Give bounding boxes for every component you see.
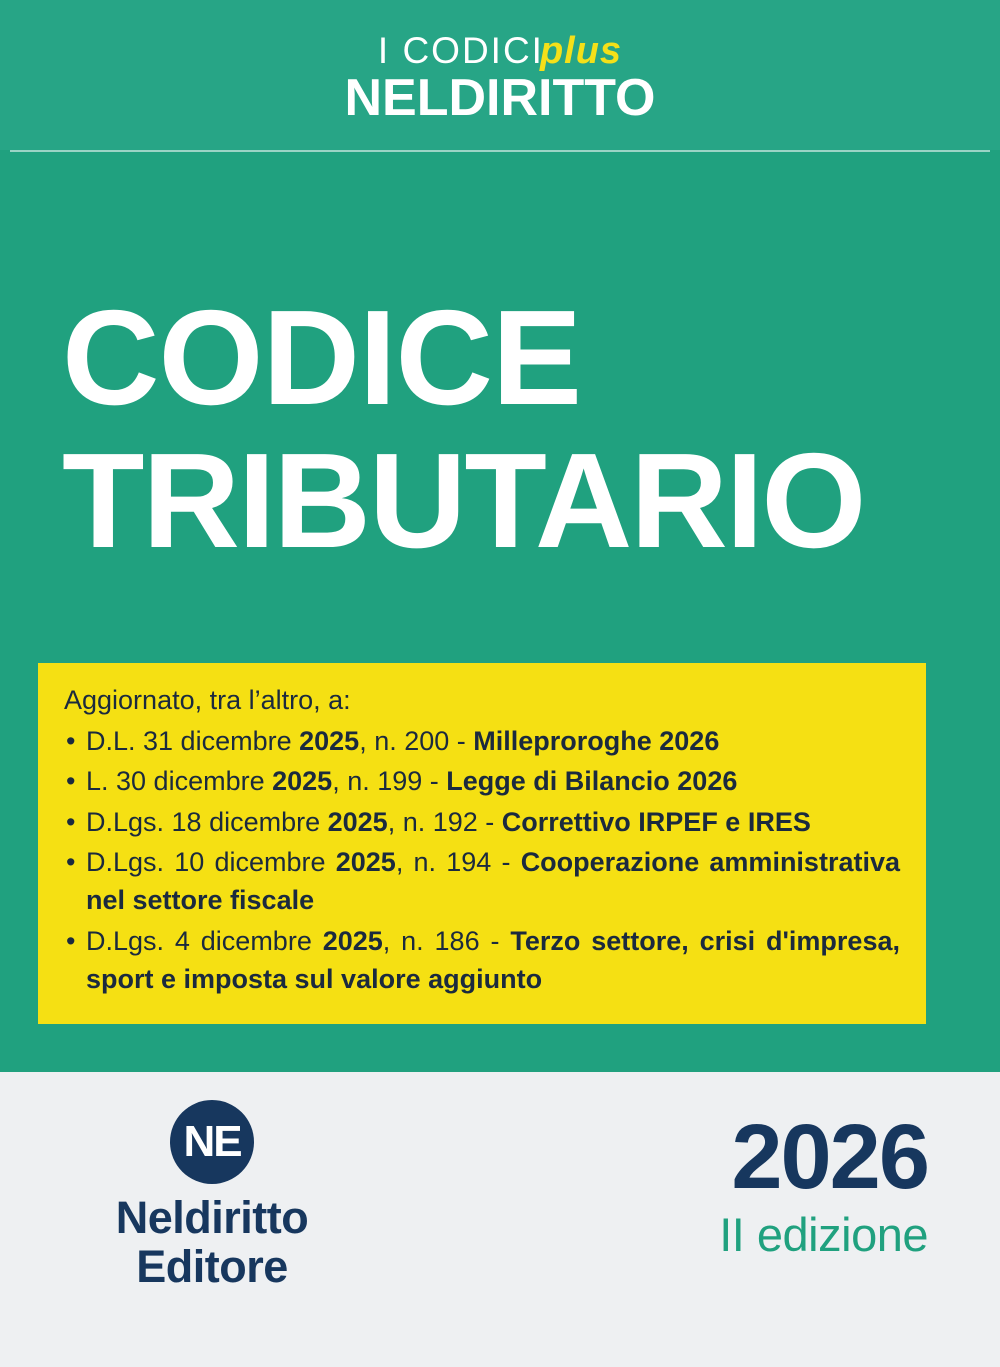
update-bold-1: 2025: [327, 806, 388, 837]
update-plain-2: , n. 200 -: [359, 726, 474, 756]
update-bold-2: Terzo settore, crisi d'impresa, sport e imposta sul valore aggiunto: [86, 925, 900, 994]
brand-band: [0, 0, 1000, 150]
update-bold-1: 2025: [335, 846, 396, 877]
publisher-name: Neldiritto: [115, 1192, 309, 1243]
update-plain-2: , n. 186 -: [382, 925, 511, 956]
update-plain-1: D.Lgs. 10 dicembre: [86, 846, 336, 877]
brand-series-line: [378, 32, 622, 70]
brand-plus-label: plus: [539, 30, 623, 72]
update-bold-2: Legge di Bilancio 2026: [446, 766, 738, 797]
updates-intro: Aggiornato, tra l’altro, a:: [64, 685, 351, 715]
update-bold-2: Correttivo IRPEF e IRES: [501, 806, 811, 837]
brand-series-label: I CODICI: [377, 30, 544, 71]
publisher-subtitle: Editore: [136, 1240, 288, 1292]
update-bold-2: Milleproroghe 2026: [473, 726, 720, 756]
update-bold-1: 2025: [322, 925, 383, 956]
updates-box: [38, 663, 926, 1024]
neldiritto-logo-icon: [170, 1100, 254, 1184]
update-plain-1: D.L. 31 dicembre: [86, 726, 300, 756]
updates-list: [64, 722, 900, 998]
page-title: [62, 282, 952, 576]
brand-publisher-label: NELDIRITTO: [344, 69, 656, 127]
update-plain-1: L. 30 dicembre: [86, 766, 273, 797]
title-line-2: TRIBUTARIO: [62, 425, 865, 576]
edition-year: 2026: [731, 1106, 928, 1208]
update-plain-2: , n. 199 -: [332, 766, 447, 797]
footer-bar: [0, 1072, 1000, 1367]
update-bold-1: 2025: [272, 766, 333, 797]
list-item: [64, 722, 900, 760]
update-plain-2: , n. 194 -: [395, 846, 521, 877]
update-plain-1: D.Lgs. 4 dicembre: [86, 925, 323, 956]
title-line-1: CODICE: [62, 282, 582, 433]
update-plain-2: , n. 192 -: [387, 806, 502, 837]
list-item: [64, 922, 900, 999]
list-item: [64, 762, 900, 800]
publisher-block: [62, 1100, 362, 1291]
edition-label: II edizione: [719, 1208, 928, 1262]
brand-logo: [344, 30, 656, 127]
update-plain-1: D.Lgs. 18 dicembre: [86, 806, 328, 837]
update-bold-1: 2025: [299, 726, 360, 756]
brand-divider: [10, 150, 990, 152]
update-bold-2: Cooperazione amministrativa nel settore fiscale: [86, 846, 900, 916]
list-item: [64, 843, 900, 920]
logo-monogram: NE: [183, 1117, 241, 1166]
edition-block: [719, 1106, 928, 1262]
list-item: [64, 803, 900, 841]
